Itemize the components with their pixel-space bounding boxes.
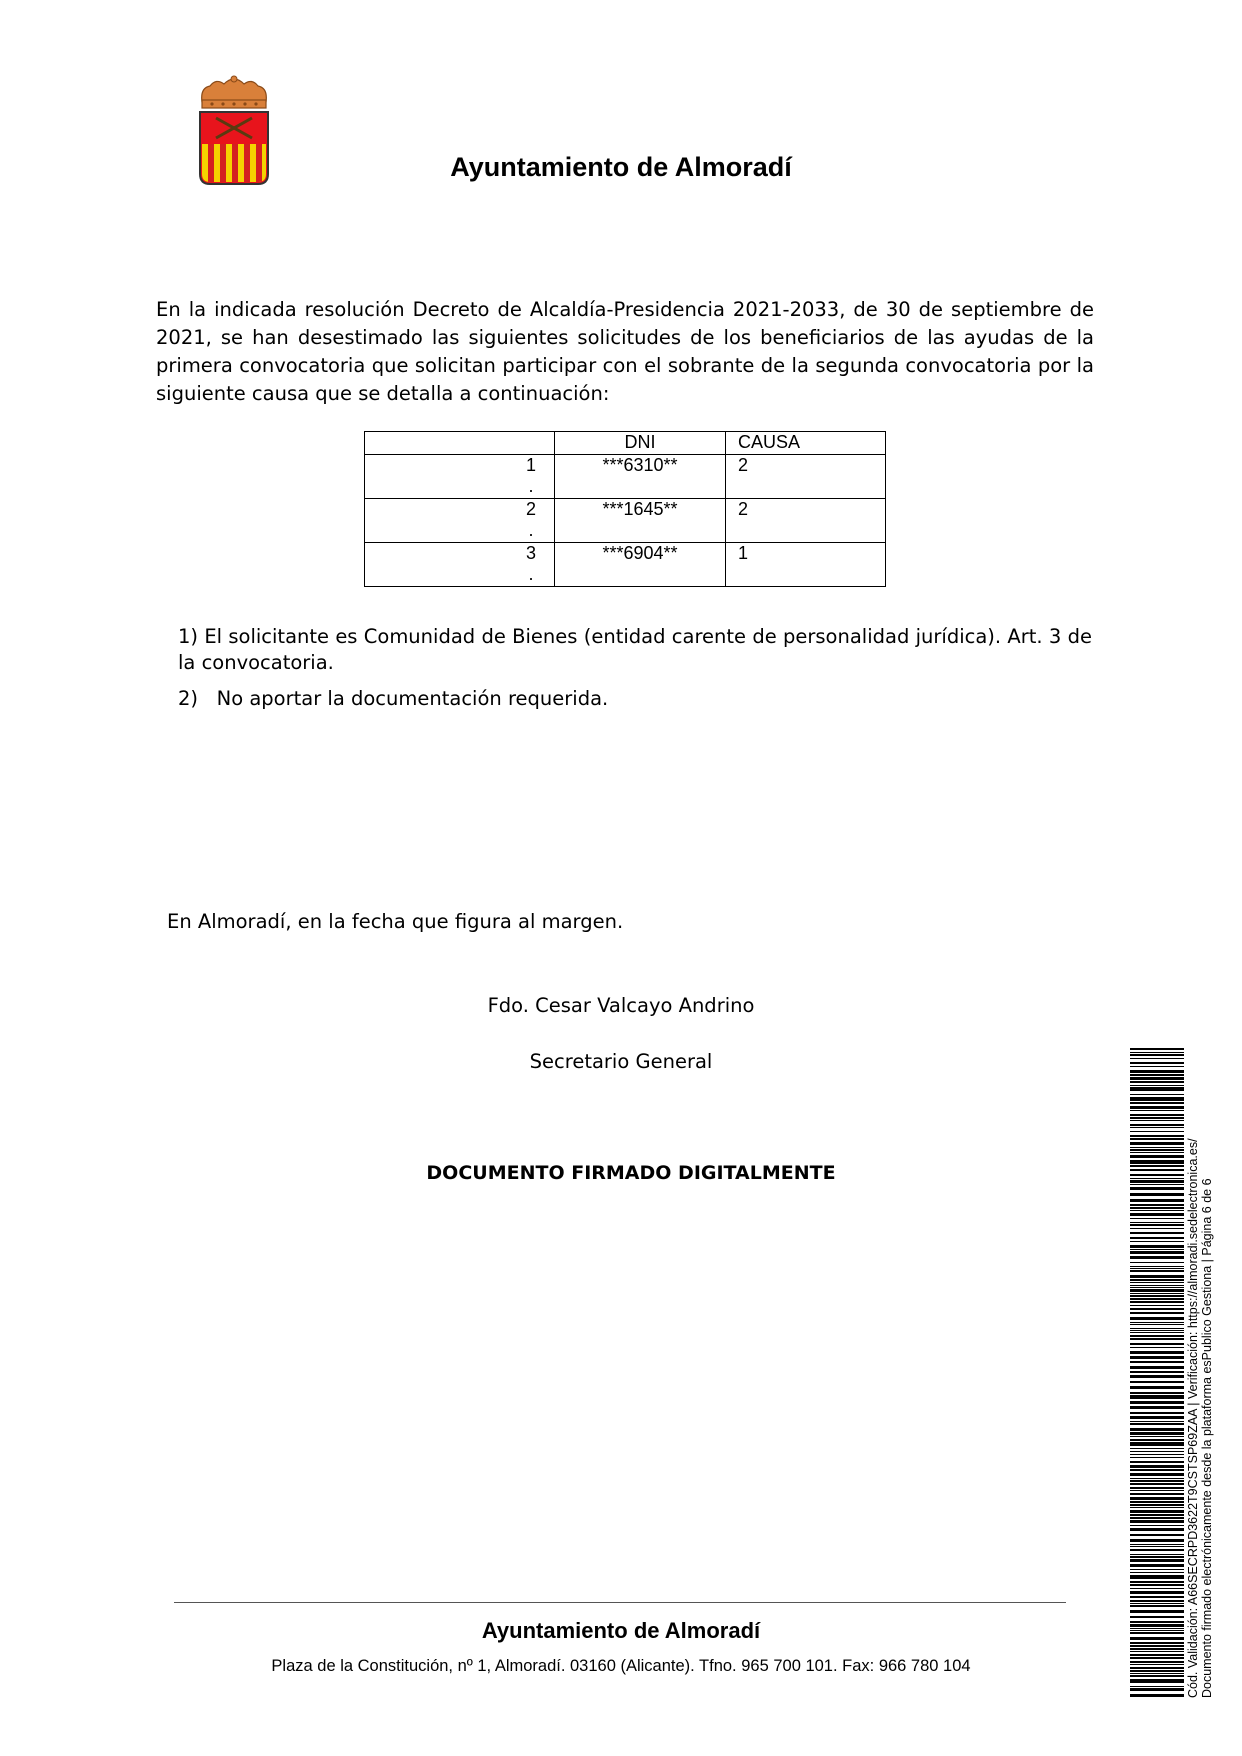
barcode-bar [1130, 1241, 1184, 1242]
row-causa: 2 [726, 499, 886, 543]
table-row [365, 455, 886, 499]
barcode-bar [1130, 1673, 1184, 1674]
barcode-bar [1130, 1174, 1184, 1176]
barcode-bar [1130, 1207, 1184, 1209]
barcode-bar [1130, 1534, 1184, 1536]
barcode-bar [1130, 1454, 1184, 1455]
barcode-bar [1130, 1301, 1184, 1303]
barcode-bar [1130, 1421, 1184, 1422]
signer-name: Fdo. Cesar Valcayo Andrino [487, 994, 755, 1017]
barcode-bar [1130, 1335, 1184, 1337]
barcode-bar [1130, 1392, 1184, 1394]
barcode-bar [1130, 1324, 1184, 1325]
barcode-bar [1130, 1062, 1184, 1064]
verification-line-2: Documento firmado electrónicamente desde la plataforma esPublico Gestiona | Página 6 de 6 [1200, 1178, 1214, 1698]
barcode-bar [1130, 1338, 1184, 1340]
barcode-bar [1130, 1289, 1184, 1292]
barcode-bar [1130, 1575, 1184, 1579]
table-row [365, 499, 886, 543]
barcode-bar [1130, 1262, 1184, 1263]
barcode-bar [1130, 1052, 1184, 1053]
barcode-bar [1130, 1371, 1184, 1373]
barcode-bar [1130, 1564, 1184, 1567]
barcode-bar [1130, 1473, 1184, 1476]
barcode-bar [1130, 1569, 1184, 1570]
table-header-dni: DNI [555, 432, 726, 455]
barcode-bar [1130, 1120, 1184, 1121]
barcode-bar [1130, 1688, 1184, 1691]
barcode-bar [1130, 1451, 1184, 1452]
barcode-bar [1130, 1317, 1184, 1320]
barcode-bar [1130, 1295, 1184, 1297]
barcode-bar [1130, 1204, 1184, 1206]
barcode-bar [1130, 1457, 1184, 1458]
barcode-bar [1130, 1525, 1184, 1526]
barcode-bar [1130, 1251, 1184, 1254]
barcode-bar [1130, 1469, 1184, 1471]
barcode-bar [1130, 1279, 1184, 1281]
barcode-bar [1130, 1584, 1184, 1586]
table-header-causa: CAUSA [726, 432, 886, 455]
barcode-bar [1130, 1087, 1184, 1091]
footer-divider [174, 1602, 1066, 1603]
barcode-bar [1130, 1180, 1184, 1183]
barcode-bar [1130, 1351, 1184, 1354]
table-header-num [365, 432, 555, 455]
row-number-digit: 1 [525, 455, 536, 475]
barcode-bar [1130, 1070, 1184, 1073]
barcode-bar [1130, 1603, 1184, 1604]
barcode-bar [1130, 1412, 1184, 1414]
barcode-bar [1130, 1054, 1184, 1056]
barcode-bar [1130, 1439, 1184, 1441]
barcode-bar [1130, 1066, 1184, 1067]
barcode-bar [1130, 1282, 1184, 1283]
barcode-bar [1130, 1605, 1184, 1607]
barcode-bar [1130, 1114, 1184, 1116]
digital-signature-notice: DOCUMENTO FIRMADO DIGITALMENTE [426, 1162, 836, 1184]
barcode-bar [1130, 1507, 1184, 1508]
note-item-1: 1) El solicitante es Comunidad de Bienes (entidad carente de personalidad jurídica). Art. 3 de la convocatoria. [178, 625, 1092, 674]
barcode-bar [1130, 1131, 1184, 1132]
row-number-digit: 2 [525, 499, 536, 519]
barcode-bar [1130, 1497, 1184, 1500]
barcode-bar [1130, 1312, 1184, 1314]
barcode-bar [1130, 1193, 1184, 1196]
barcode-bar [1130, 1237, 1184, 1239]
barcode-bar [1130, 1675, 1184, 1677]
barcode-bar [1130, 1322, 1184, 1323]
barcode-bar [1130, 1165, 1184, 1167]
barcode-bar [1130, 1356, 1184, 1359]
barcode-bar [1130, 1648, 1184, 1650]
place-date: En Almoradí, en la fecha que figura al margen. [167, 910, 624, 933]
barcode-bar [1130, 1184, 1184, 1185]
barcode-bar [1130, 1187, 1184, 1190]
barcode-bar [1130, 1637, 1184, 1640]
barcode-bar [1130, 1621, 1184, 1623]
barcode-bar [1130, 1657, 1184, 1659]
barcode-bar [1130, 1610, 1184, 1613]
row-number-dot: . [528, 564, 534, 584]
barcode-bar [1130, 1169, 1184, 1171]
barcode-bar [1130, 1256, 1184, 1259]
barcode-bar [1130, 1428, 1184, 1431]
barcode-bar [1130, 1581, 1184, 1583]
footer-title: Ayuntamiento de Almoradí [481, 1618, 761, 1643]
barcode-bar [1130, 1546, 1184, 1547]
barcode-bar [1130, 1694, 1184, 1697]
barcode-bar [1130, 1160, 1184, 1164]
page-title: Ayuntamiento de Almoradí [450, 152, 792, 182]
barcode-bar [1130, 1366, 1184, 1369]
barcode-bar [1130, 1549, 1184, 1551]
barcode-bar [1130, 1245, 1184, 1248]
barcode-bar [1130, 1588, 1184, 1589]
barcode-bar [1130, 1487, 1184, 1489]
barcode-bar [1130, 1554, 1184, 1555]
note-item-2-text: No aportar la documentación requerida. [216, 687, 609, 710]
barcode-bar [1130, 1465, 1184, 1468]
barcode-bar [1130, 1423, 1184, 1425]
barcode-bar [1130, 1361, 1184, 1363]
barcode-bar [1130, 1266, 1184, 1267]
barcode-bar [1130, 1386, 1184, 1389]
barcode-bar [1130, 1124, 1184, 1126]
table-row [365, 543, 886, 587]
barcode-bar [1130, 1287, 1184, 1288]
row-causa: 1 [726, 543, 886, 587]
barcode-bar [1130, 1632, 1184, 1634]
barcode-bar [1130, 1478, 1184, 1479]
barcode-bar [1130, 1149, 1184, 1151]
barcode-bar [1130, 1138, 1184, 1140]
barcode-bar [1130, 1642, 1184, 1644]
barcode-bar [1130, 1661, 1184, 1663]
row-number-dot: . [528, 520, 534, 540]
barcode-bar [1130, 1347, 1184, 1348]
barcode-bar [1130, 1517, 1184, 1519]
barcode-bar [1130, 1117, 1184, 1119]
row-number [365, 499, 555, 543]
barcode-bar [1130, 1679, 1184, 1683]
row-dni: ***1645** [555, 499, 726, 543]
barcode-bar [1130, 1077, 1184, 1080]
barcode-bar [1130, 1228, 1184, 1229]
row-number [365, 543, 555, 587]
barcode-bar [1130, 1102, 1184, 1104]
barcode-bar [1130, 1232, 1184, 1234]
barcode-bar [1130, 1270, 1184, 1272]
barcode-bar [1130, 1081, 1184, 1083]
barcode-bar [1130, 1432, 1184, 1435]
barcode-bar [1130, 1213, 1184, 1216]
row-dni: ***6904** [555, 543, 726, 587]
barcode-bar [1130, 1085, 1184, 1086]
verification-text [1186, 1048, 1214, 1698]
footer-address: Plaza de la Constitución, nº 1, Almoradí. 03160 (Alicante). Tfno. 965 700 101. Fax: 966 780 104 [271, 1657, 971, 1675]
barcode-bar [1130, 1249, 1184, 1250]
barcode-bar [1130, 1328, 1184, 1329]
barcode-icon [1130, 1048, 1184, 1698]
barcode-bar [1130, 1556, 1184, 1558]
barcode-bar [1130, 1504, 1184, 1506]
barcode-bar [1130, 1544, 1184, 1545]
row-dni: ***6310** [555, 455, 726, 499]
barcode-bar [1130, 1664, 1184, 1665]
barcode-bar [1130, 1493, 1184, 1495]
barcode-bar [1130, 1401, 1184, 1404]
barcode-bar [1130, 1624, 1184, 1627]
barcode-bar [1130, 1480, 1184, 1482]
barcode-bar [1130, 1510, 1184, 1513]
row-causa: 2 [726, 455, 886, 499]
barcode-bar [1130, 1654, 1184, 1656]
barcode-bar [1130, 1058, 1184, 1059]
barcode-bar [1130, 1106, 1184, 1109]
barcode-bar [1130, 1628, 1184, 1629]
barcode-bar [1130, 1436, 1184, 1437]
note-item-2-number: 2) [178, 687, 199, 710]
barcode-bar [1130, 1222, 1184, 1223]
barcode-bar [1130, 1142, 1184, 1145]
barcode-bar [1130, 1155, 1184, 1158]
barcode-bar [1130, 1539, 1184, 1542]
row-number-dot: . [528, 476, 534, 496]
results-table [364, 431, 886, 587]
barcode-bar [1130, 1330, 1184, 1331]
barcode-bar [1130, 1461, 1184, 1463]
barcode-bar [1130, 1591, 1184, 1594]
barcode-bar [1130, 1406, 1184, 1409]
barcode-bar [1130, 1298, 1184, 1300]
barcode-bar [1130, 1110, 1184, 1111]
barcode-bar [1130, 1448, 1184, 1449]
barcode-bar [1130, 1395, 1184, 1399]
barcode-bar [1130, 1375, 1184, 1378]
verification-line-1: Cód. Validación: A66SECRPD3622T9CSTSP69ZAA | Verificación: https://almoradi.sedelectronica.es/ [1186, 1138, 1200, 1698]
barcode-bar [1130, 1596, 1184, 1598]
barcode-bar [1130, 1667, 1184, 1669]
barcode-bar [1130, 1670, 1184, 1672]
barcode-bar [1130, 1127, 1184, 1128]
barcode-bar [1130, 1572, 1184, 1573]
barcode-bar [1130, 1528, 1184, 1531]
barcode-bar [1130, 1616, 1184, 1618]
barcode-bar [1130, 1097, 1184, 1101]
barcode-bar [1130, 1520, 1184, 1523]
note-item-2 [178, 686, 1092, 712]
row-number-digit: 3 [525, 543, 536, 563]
barcode-bar [1130, 1501, 1184, 1503]
barcode-bar [1130, 1094, 1184, 1095]
row-number [365, 455, 555, 499]
barcode-bar [1130, 1381, 1184, 1383]
barcode-bar [1130, 1224, 1184, 1226]
barcode-bar [1130, 1490, 1184, 1491]
barcode-bar [1130, 1559, 1184, 1562]
barcode-bar [1130, 1199, 1184, 1202]
barcode-bar [1130, 1285, 1184, 1286]
barcode-bar [1130, 1135, 1184, 1137]
barcode-bar [1130, 1178, 1184, 1179]
table-header-row [365, 432, 886, 455]
barcode-bar [1130, 1293, 1184, 1294]
barcode-bar [1130, 1074, 1184, 1076]
barcode-bar [1130, 1483, 1184, 1485]
barcode-bar [1130, 1268, 1184, 1269]
barcode-bar [1130, 1600, 1184, 1602]
barcode-bar [1130, 1442, 1184, 1446]
barcode-bar [1130, 1152, 1184, 1153]
intro-paragraph: En la indicada resolución Decreto de Alcaldía-Presidencia 2021-2033, de 30 de septiembre de 2021, se han desestimado las siguientes solicitudes de los beneficiarios de las ayudas de la primera convocatoria que solicitan participar con el sobrante de la segunda convocatoria por la siguiente causa que se detalla a continuación: [156, 298, 1094, 405]
barcode-bar [1130, 1305, 1184, 1306]
barcode-bar [1130, 1645, 1184, 1647]
signer-role: Secretario General [529, 1050, 713, 1073]
barcode-bar [1130, 1308, 1184, 1310]
barcode-bar [1130, 1343, 1184, 1345]
barcode-bar [1130, 1210, 1184, 1211]
barcode-bar [1130, 1332, 1184, 1333]
barcode-bar [1130, 1514, 1184, 1516]
barcode-bar [1130, 1147, 1184, 1148]
barcode-bar [1130, 1218, 1184, 1219]
barcode-bar [1130, 1048, 1184, 1050]
barcode-bar [1130, 1630, 1184, 1631]
notes-list [178, 624, 1092, 712]
barcode-bar [1130, 1686, 1184, 1687]
barcode-bar [1130, 1275, 1184, 1278]
barcode-bar [1130, 1416, 1184, 1419]
barcode-bar [1130, 1651, 1184, 1652]
crown-icon [202, 76, 267, 108]
